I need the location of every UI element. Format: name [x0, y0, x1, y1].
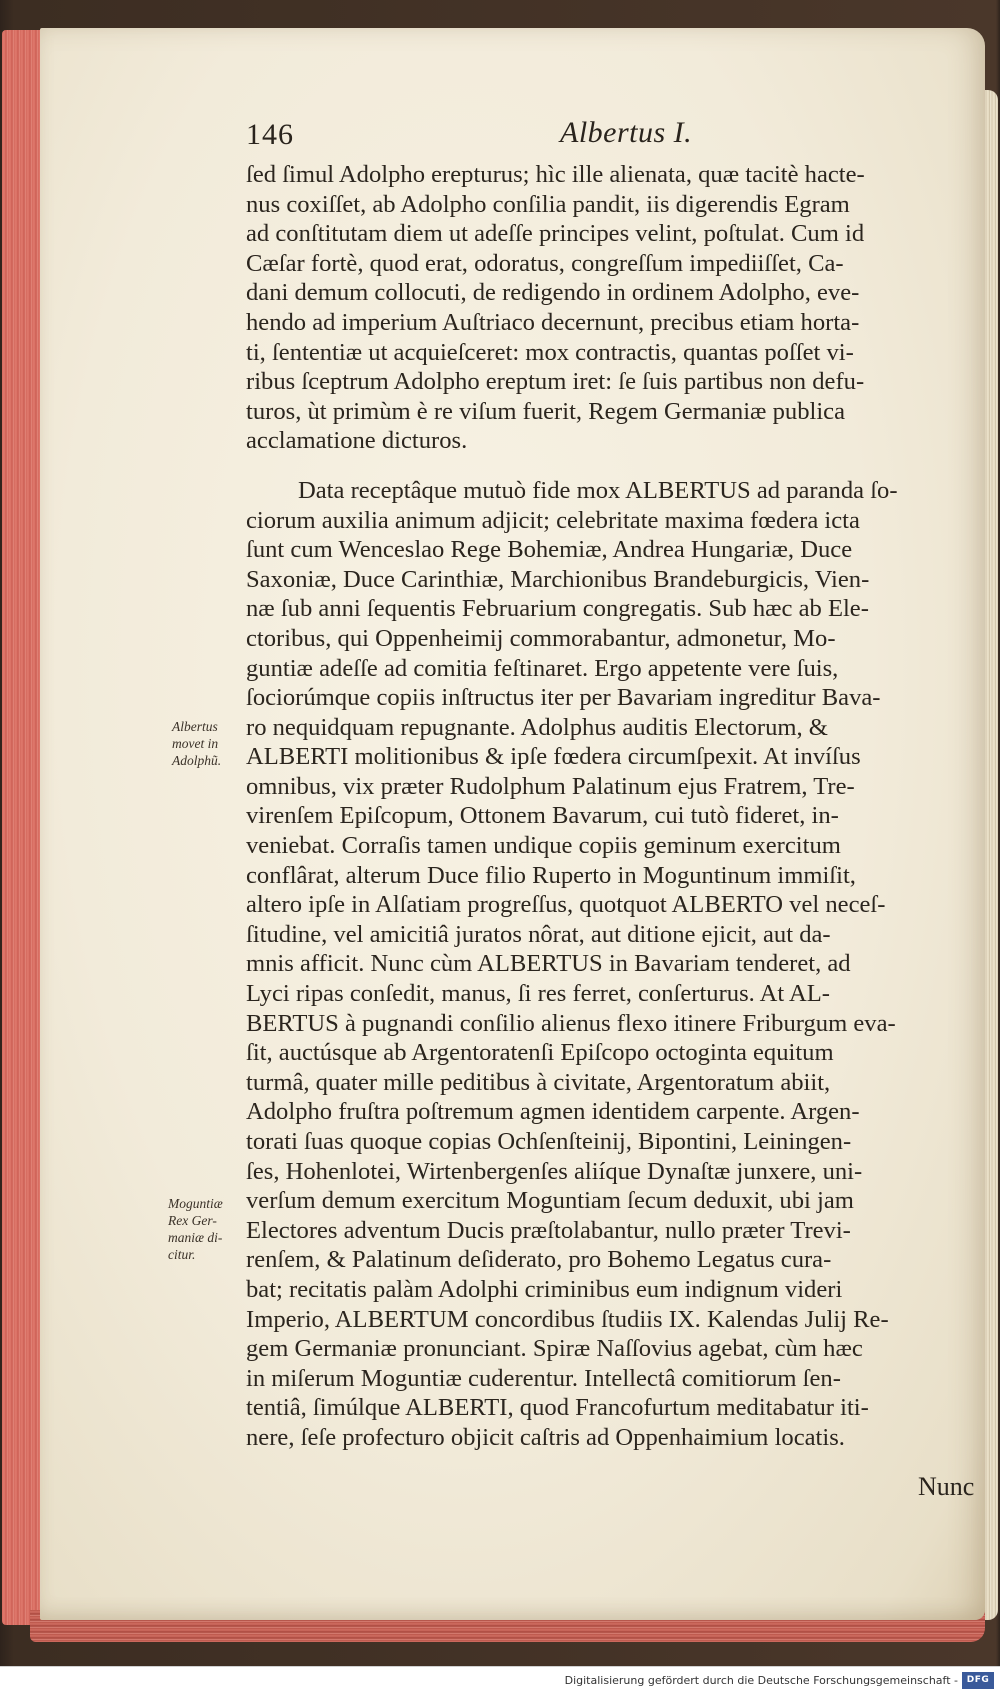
text-line: Data receptâque mutuò fide mox ALBERTUS ad paranda ſo-	[298, 476, 898, 504]
text-line: ALBERTI molitionibus & ipſe fœdera circumſpexit. At invíſus	[246, 743, 861, 771]
text-line: ctoribus, qui Oppenheimij commorabantur, admonetur, Mo-	[246, 624, 836, 652]
marginal-note-line: maniæ di-	[168, 1230, 223, 1245]
text-line: torati ſuas quoque copias Ochſenſteinij, Bipontini, Leiningen-	[246, 1128, 852, 1155]
footer-bar	[0, 1666, 1000, 1695]
text-line: nus coxiſſet, ab Adolpho conſilia pandit, iis digerendis Egram	[246, 190, 850, 218]
text-line: renſem, & Palatinum deſiderato, pro Bohemo Legatus cura-	[246, 1246, 832, 1274]
text-line: Lyci ripas conſedit, manus, ſi res ferret, conſerturus. At AL-	[246, 980, 830, 1008]
text-line: ti, ſententiæ ut acquieſceret: mox contractis, quantas poſſet vi-	[246, 338, 854, 366]
text-line: hendo ad imperium Auſtriaco decernunt, precibus etiam horta-	[246, 308, 860, 336]
text-line: tentiâ, ſimúlque ALBERTI, quod Francofurtum meditabatur iti-	[246, 1394, 869, 1422]
text-line: BERTUS à pugnandi conſilio alienus flexo itinere Friburgum eva-	[246, 1009, 896, 1037]
text-line: mnis afficit. Nunc cùm ALBERTUS in Bavariam tenderet, ad	[246, 950, 851, 978]
marginal-note-line: Albertus	[172, 719, 218, 734]
body-text	[246, 160, 974, 1453]
text-line: altero ipſe in Alſatiam progreſſus, quotquot ALBERTO vel neceſ-	[246, 891, 886, 919]
text-line: Saxoniæ, Duce Carinthiæ, Marchionibus Brandeburgicis, Vien-	[246, 565, 870, 593]
text-line: veniebat. Corraſis tamen undique copiis geminum exercitum	[246, 832, 841, 860]
page-number: 146	[246, 118, 294, 151]
text-line: acclamatione dicturos.	[246, 427, 468, 455]
text-line: turos, ùt primùm è re viſum fuerit, Regem Germaniæ publica	[246, 397, 845, 425]
text-line: ro nequidquam repugnante. Adolphus auditis Electorum, &	[246, 713, 828, 741]
text-line: conflârat, alterum Duce filio Ruperto in Moguntinum immiſit,	[246, 861, 856, 889]
text-line: næ ſub anni ſequentis Februarium congregatis. Sub hæc ab Ele-	[246, 595, 869, 623]
text-line: ſit, auctúsque ab Argentoratenſi Epiſcopo octoginta equitum	[246, 1039, 834, 1067]
text-line: Imperio, ALBERTUM concordibus ſtudiis IX. Kalendas Julij Re-	[246, 1305, 889, 1333]
marginal-note-line: Rex Ger-	[168, 1213, 217, 1228]
text-line: nere, ſeſe profecturo objicit caſtris ad Oppenhaimium locatis.	[246, 1423, 845, 1451]
text-line: turmâ, quater mille peditibus à civitate, Argentoratum abiit,	[246, 1068, 831, 1096]
running-head: Albertus I.	[560, 116, 693, 149]
funding-notice: Digitalisierung gefördert durch die Deutsche Forschungsgemeinschaft -	[564, 1674, 958, 1687]
catchword: Nunc	[918, 1472, 975, 1501]
text-line: ſunt cum Wenceslao Rege Bohemiæ, Andrea Hungariæ, Duce	[246, 536, 853, 564]
text-line: Electores adventum Ducis præſtolabantur, nullo præter Trevi-	[246, 1216, 851, 1244]
marginal-note-line: Moguntiæ	[168, 1196, 223, 1211]
text-line: verſum demum exercitum Moguntiam ſecum deduxit, ubi jam	[246, 1187, 854, 1215]
text-line: virenſem Epiſcopum, Ottonem Bavarum, cui tutò fideret, in-	[246, 802, 839, 830]
text-line: ſitudine, vel amicitiâ juratos nôrat, aut ditione ejicit, aut da-	[246, 920, 831, 948]
text-line: dani demum collocuti, de redigendo in ordinem Adolpho, eve-	[246, 279, 860, 307]
text-line: ſociorúmque copiis inſtructus iter per Bavariam ingreditur Bava-	[246, 684, 881, 712]
text-line: bat; recitatis palàm Adolphi criminibus eum indignum videri	[246, 1275, 843, 1303]
marginal-note	[168, 1195, 223, 1263]
text-line: ſes, Hohenlotei, Wirtenbergenſes aliíque Dynaſtæ junxere, uni-	[246, 1157, 863, 1185]
text-line: ad conſtitutam diem ut adeſſe principes velint, poſtulat. Cum id	[246, 220, 865, 248]
marginal-note-line: movet in	[172, 736, 219, 751]
paragraph-gap	[246, 456, 974, 476]
page-edge-left	[2, 30, 42, 1625]
text-line: ribus ſceptrum Adolpho ereptum iret: ſe ſuis partibus non defu-	[246, 368, 865, 396]
text-line: gem Germaniæ pronunciant. Spiræ Naſſovius agebat, cùm hæc	[246, 1335, 863, 1363]
text-line: ciorum auxilia animum adjicit; celebritate maxima fœdera icta	[246, 506, 860, 534]
marginal-note-line: Adolphũ.	[172, 753, 222, 768]
dfg-logo[interactable]: DFG	[962, 1672, 994, 1689]
text-line: guntiæ adeſſe ad comitia feſtinaret. Ergo appetente vere ſuis,	[246, 654, 839, 682]
text-line: in miſerum Moguntiæ cuderentur. Intellectâ comitiorum ſen-	[246, 1364, 841, 1392]
marginal-note-line: citur.	[168, 1247, 196, 1262]
text-line: ſed ſimul Adolpho erepturus; hìc ille alienata, quæ tacitè hacte-	[246, 161, 865, 188]
text-line: Adolpho fruſtra poſtremum agmen identidem carpente. Argen-	[246, 1098, 860, 1126]
marginal-note	[172, 718, 221, 769]
text-line: Cæſar fortè, quod erat, odoratus, congreſſum impediiſſet, Ca-	[246, 249, 844, 277]
text-line: omnibus, vix præter Rudolphum Palatinum ejus Fratrem, Tre-	[246, 772, 855, 800]
